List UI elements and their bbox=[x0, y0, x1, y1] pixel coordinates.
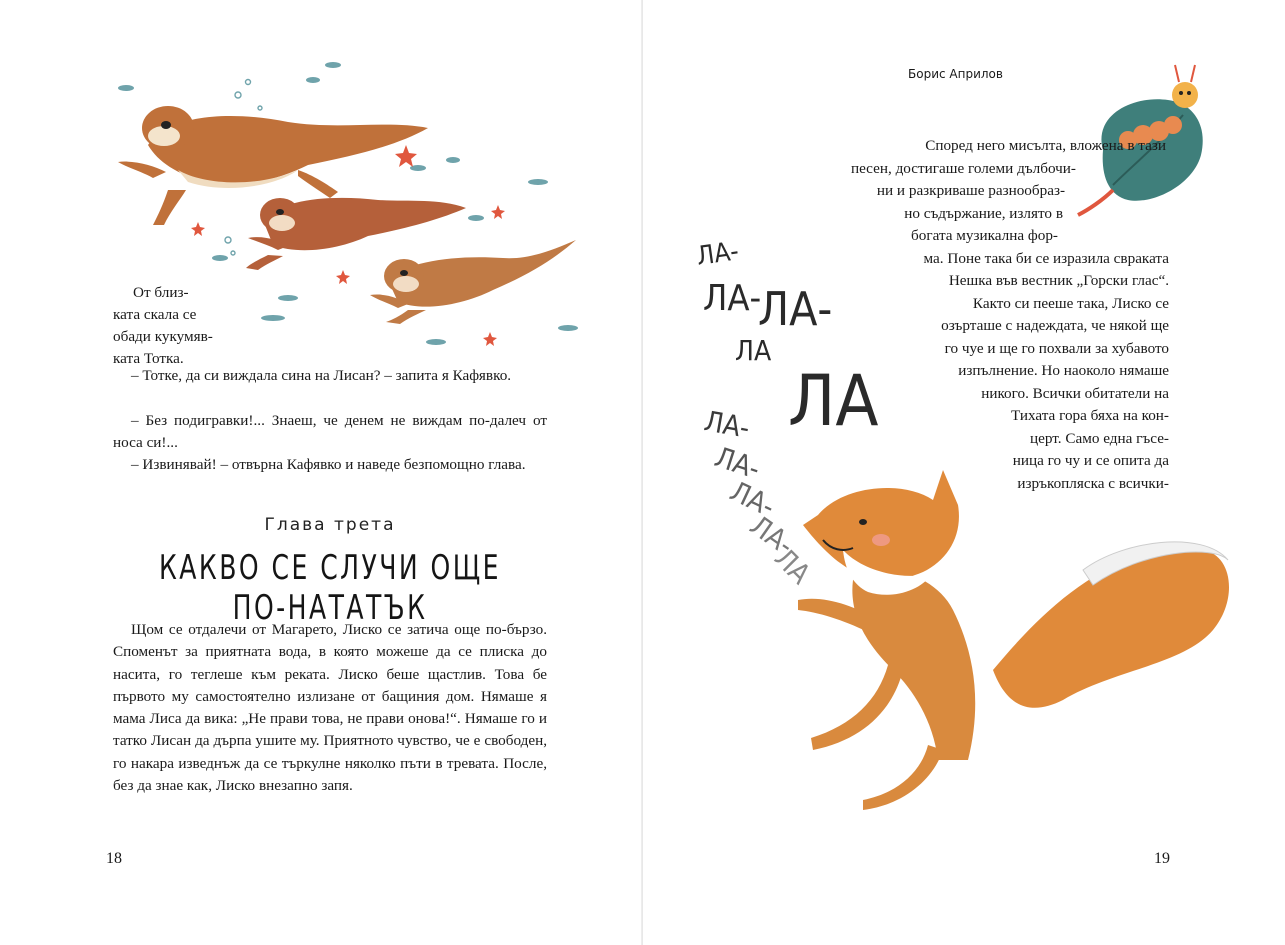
text-line: Нешка във вестник „Горски глас“. bbox=[948, 272, 1169, 289]
dialogue-paragraph: – Тотке, да си виждала сина на Лисан? – запита я Кафявко. bbox=[131, 367, 512, 384]
text-line: никого. Всички обитатели на bbox=[981, 385, 1169, 402]
chapter-label: Глава трета bbox=[264, 515, 396, 535]
text-line: песен, достигаше големи дълбочи- bbox=[850, 160, 1076, 177]
song-syllable: ЛА- bbox=[703, 278, 762, 319]
page-number-right: 19 bbox=[1154, 850, 1170, 867]
text-line: Тихата гора бяха на кон- bbox=[1010, 407, 1169, 424]
running-header-author: Борис Априлов bbox=[908, 67, 1003, 81]
text-line: ни и разкриваше разнообраз- bbox=[876, 182, 1065, 199]
page-number-left: 18 bbox=[106, 850, 122, 867]
song-syllable: ЛА- bbox=[758, 282, 833, 336]
text-line: изпълнение. Но наоколо нямаше bbox=[958, 362, 1169, 379]
dialogue-paragraph: – Извинявай! – отвърна Кафявко и наведе безпомощно глава. bbox=[131, 456, 526, 473]
song-syllable: ЛА bbox=[788, 360, 879, 442]
chapter-body: Щом се отдалечи от Магарето, Лиско се затича още по-бързо. Споменът за приятната вода, в която можеше да се плиска до насита, го теглеше към реката. Лиско беше щастлив. Това бе първото му самостоятелно излизане от бащиния дом. Нямаше я мама Лиса да вика: „Не прави това, не прави онова!“. Нямаше го и татко Лисан да дърпа ушите му. Приятното чувство, че е свободен, го накара изведнъж да се търкулне няколко пъти в тревата. После, без да знае как, Лиско внезапно запя. bbox=[113, 621, 547, 795]
song-syllable: ЛА bbox=[768, 541, 817, 591]
text-line: Според него мисълта, вложена в тази bbox=[925, 137, 1166, 154]
text-line: изръкопляска с всички- bbox=[1017, 475, 1169, 492]
song-syllable: ЛА- bbox=[701, 404, 753, 445]
intro-line-3: обади кукумяв- bbox=[113, 328, 213, 345]
chapter-title: КАКВО СЕ СЛУЧИ ОЩЕ ПО-НАТАТЪК bbox=[159, 548, 501, 628]
right-page bbox=[643, 0, 1285, 945]
text-line: ница го чу и се опита да bbox=[1012, 452, 1169, 469]
fox-illustration bbox=[783, 460, 1243, 820]
otter-medium bbox=[246, 198, 466, 270]
song-syllable: ЛА- bbox=[743, 508, 801, 562]
song-syllable: ЛА bbox=[735, 334, 772, 367]
text-line: церт. Само една гъсе- bbox=[1030, 430, 1169, 447]
left-page bbox=[0, 0, 642, 945]
text-line: но съдържание, излято в bbox=[904, 205, 1063, 222]
text-line: ма. Поне така би се изразила свраката bbox=[923, 250, 1169, 267]
text-line: Както си пееше така, Лиско се bbox=[972, 295, 1169, 312]
text-line: го чуе и ще го похвали за хубавото bbox=[944, 340, 1169, 357]
text-line: богата музикална фор- bbox=[911, 227, 1058, 244]
song-syllable: ЛА- bbox=[710, 440, 765, 486]
intro-line-2: ката скала се bbox=[113, 306, 197, 323]
song-syllable: ЛА- bbox=[694, 236, 741, 272]
intro-line-4: ката Тотка. bbox=[113, 350, 184, 367]
song-syllable: ЛА- bbox=[725, 474, 781, 524]
otter-small bbox=[370, 240, 576, 324]
intro-line-1: От близ- bbox=[133, 284, 189, 301]
text-line: озърташе с надеждата, че някой ще bbox=[941, 317, 1169, 334]
dialogue-paragraph: – Без подигравки!... Знаеш, че денем не виждам по-далеч от носа си!... bbox=[113, 412, 547, 452]
